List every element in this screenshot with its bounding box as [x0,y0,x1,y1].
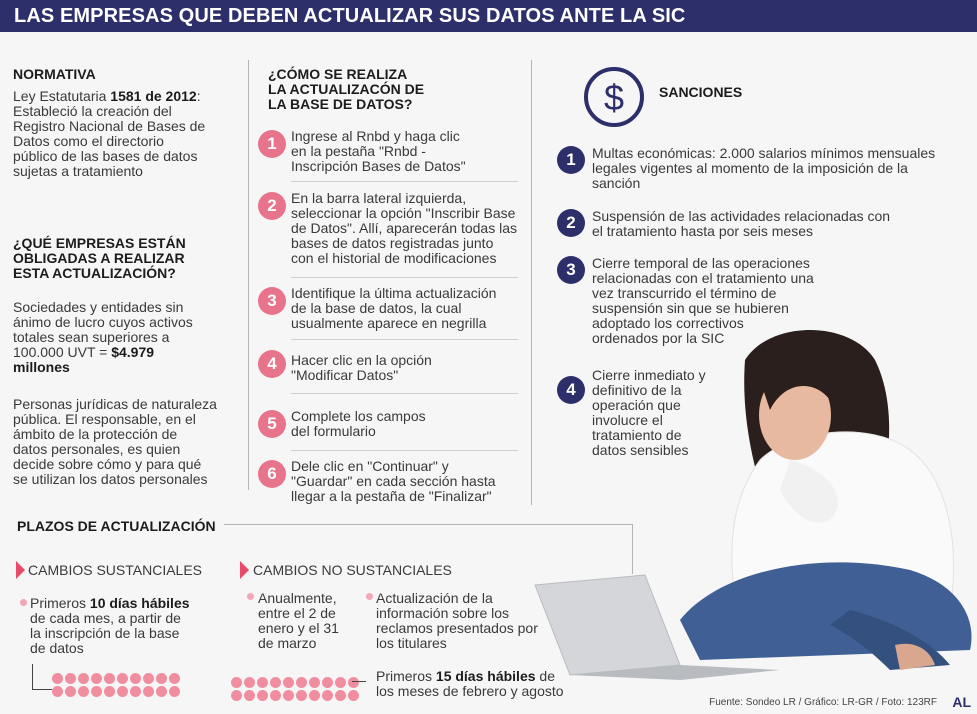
sancion-text: Multas económicas: 2.000 salarios mínimos mensuales legales vigentes al momento de la imposición de la sanción [592,145,936,191]
sancion-text: Cierre inmediato y definitivo de la operación que involucre el tratamiento de datos sensibles [592,367,706,458]
step-number: 3 [258,287,286,315]
empresas-heading: ¿QUÉ EMPRESAS ESTÁN OBLIGADAS A REALIZAR ESTA ACTUALIZACIÓN? [13,235,186,281]
cambios-sustanciales-label: CAMBIOS SUSTANCIALES [28,562,203,578]
normativa-text: Ley Estatutaria 1581 de 2012: Estableció la creación del Registro Nacional de Bases de Datos como el directorio público de las bases de datos sujetas a tratamiento [13,88,206,179]
divider [291,181,518,182]
logo: AL [952,694,971,710]
step-text: En la barra lateral izquierda, seleccionar la opción "Inscribir Base de Datos". Allí, aparecerán todas las bases de datos registradas junto con el historial de modificaciones [291,190,517,266]
arrow-icon [16,561,25,579]
divider [32,689,52,690]
dollar-icon [583,66,645,128]
sancion-text: Cierre temporal de las operaciones relacionadas con el tratamiento una vez transcurrido el término de suspensión sin que se hubieren adoptado los correctivos ordenados por la SIC [592,255,814,346]
no-sustanciales-annual: Anualmente, entre el 2 de enero y el 31 de marzo [258,590,339,651]
bullet [20,599,27,606]
step-number: 2 [258,192,286,220]
divider [291,393,518,394]
source-credit: Fuente: Sondeo LR / Gráfico: LR-GR / Foto: 123RF [709,697,937,708]
step-text: Identifique la última actualización de la base de datos, la cual usualmente aparece en negrilla [291,285,497,331]
sancion-text: Suspensión de las actividades relacionadas con el tratamiento hasta por seis meses [592,208,891,239]
empresas-paragraph-2: Personas jurídicas de naturaleza pública. El responsable, en el ámbito de la protección de datos personales, es quien decide sobre cómo y para qué se utilizan los datos personales [13,396,217,487]
divider [248,60,249,490]
sanciones-heading: SANCIONES [659,84,743,100]
divider [224,524,632,525]
step-number: 1 [258,130,286,158]
woman-with-laptop-photo [530,320,977,690]
page-title: LAS EMPRESAS QUE DEBEN ACTUALIZAR SUS DATOS ANTE LA SIC [0,0,977,32]
step-text: Dele clic en "Continuar" y "Guardar" en cada sección hasta llegar a la pestaña de "Finalizar" [291,458,496,504]
step-text: Ingrese al Rnbd y haga clic en la pestaña "Rnbd - Inscripción Bases de Datos" [291,128,466,174]
empresas-paragraph-1: Sociedades y entidades sin ánimo de lucro cuyos activos totales sean superiores a 100.000 UVT = $4.979 millones [13,299,193,375]
sancion-number: 4 [557,376,585,404]
bullet [247,593,254,600]
divider [32,664,33,689]
calendar-dots [52,673,182,697]
no-sustanciales-febrero-agosto: Primeros 15 días hábiles de los meses de febrero y agosto [376,668,564,699]
sancion-number: 1 [557,146,585,174]
divider [352,681,366,682]
step-number: 5 [258,410,286,438]
sancion-number: 3 [557,256,585,284]
bullet [366,593,373,600]
plazos-heading: PLAZOS DE ACTUALIZACIÓN [17,518,216,534]
sancion-number: 2 [557,209,585,237]
step-number: 4 [258,350,286,378]
divider [632,524,633,574]
step-text: Hacer clic en la opción "Modificar Datos" [291,352,432,383]
divider [291,339,518,340]
step-number: 6 [258,460,286,488]
como-heading: ¿CÓMO SE REALIZA LA ACTUALIZACÓN DE LA BASE DE DATOS? [268,66,425,112]
divider [291,450,518,451]
calendar-dots [231,677,361,701]
normativa-heading: NORMATIVA [13,66,96,82]
arrow-icon [240,561,249,579]
no-sustanciales-reclamos: Actualización de la información sobre los reclamos presentados por los titulares [376,590,538,651]
divider [291,277,518,278]
cambios-no-sustanciales-label: CAMBIOS NO SUSTANCIALES [253,562,452,578]
step-text: Complete los campos del formulario [291,408,426,439]
svg-text:$: $ [603,77,625,118]
sustanciales-text: Primeros 10 días hábiles de cada mes, a partir de la inscripción de la base de datos [30,595,190,656]
